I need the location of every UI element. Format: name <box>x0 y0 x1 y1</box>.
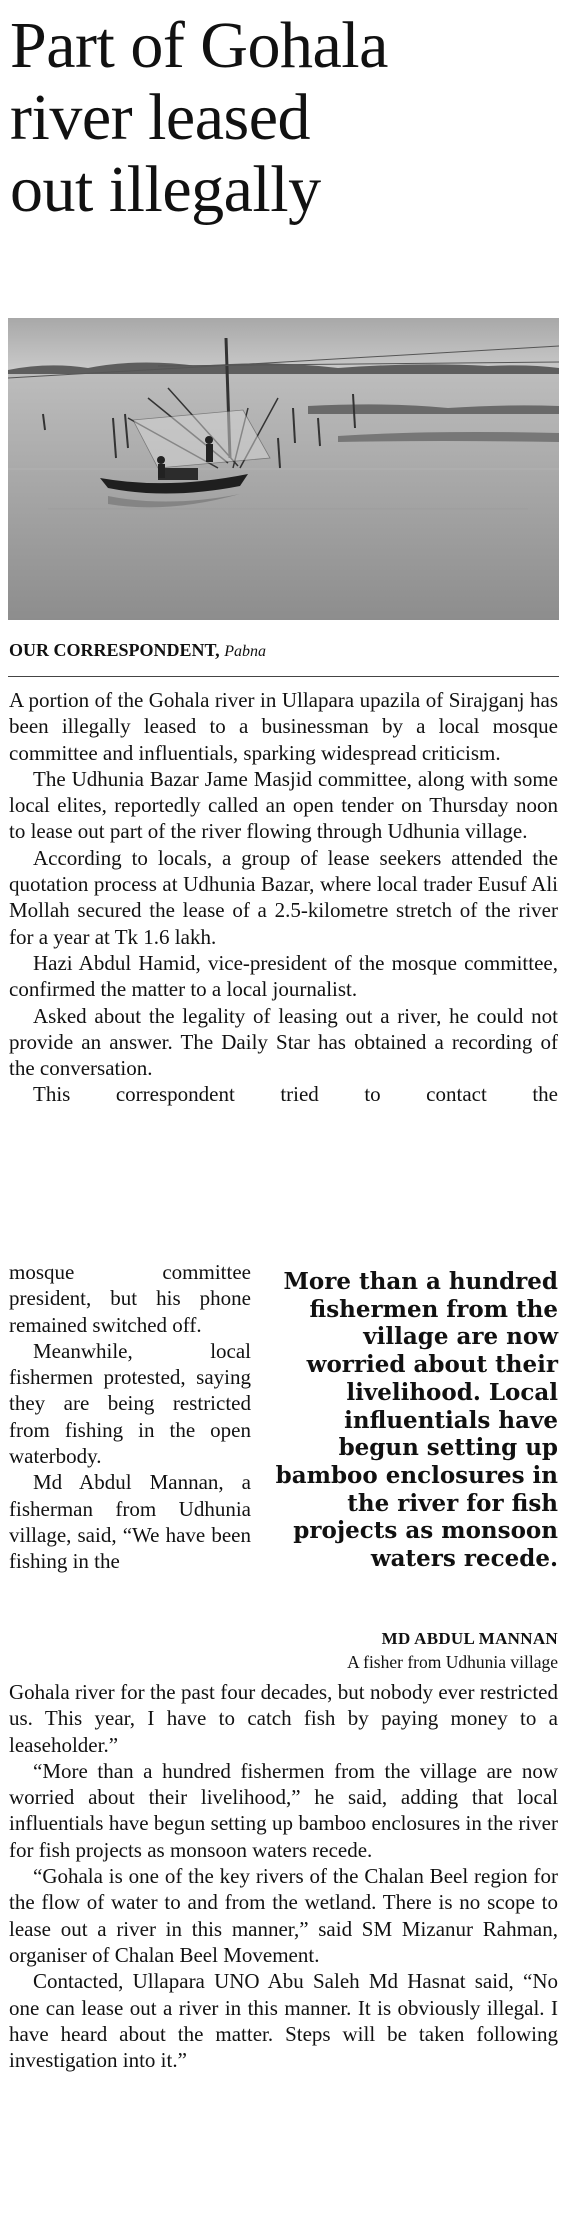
photo-drawing <box>8 318 559 620</box>
article-paragraph-continuation: mosque committee president, but his phone remained switched off. <box>9 1260 251 1337</box>
article-paragraph: Hazi Abdul Hamid, vice-president of the mosque committee, confirmed the matter to a local journalist. <box>9 950 558 1002</box>
byline-divider <box>8 676 559 677</box>
article-body-left <box>9 1259 251 1575</box>
headline-line-3: out illegally <box>10 153 321 226</box>
article-paragraph: A portion of the Gohala river in Ullapara upazila of Sirajganj has been illegally leased to a businessman by a local mosque committee and influentials, sparking widespread criticism. <box>9 688 558 765</box>
article-paragraph: Asked about the legality of leasing out a river, he could not provide an answer. The Daily Star has obtained a recording of the conversation. <box>9 1003 558 1081</box>
byline-location: Pabna <box>224 643 266 660</box>
article-body-top <box>9 687 558 1108</box>
article-paragraph: Meanwhile, local fishermen protested, saying they are being restricted from fishing in the open waterbody. <box>9 1338 251 1469</box>
article-paragraph-continuation: Gohala river for the past four decades, but nobody ever restricted us. This year, I have to catch fish by paying money to a leaseholder.” <box>9 1680 558 1757</box>
pull-quote-attribution-desc: A fisher from Udhunia village <box>347 1652 558 1672</box>
pull-quote-attribution-name: MD ABDUL MANNAN <box>381 1629 558 1648</box>
article-paragraph: “Gohala is one of the key rivers of the Chalan Beel region for the flow of water to and from the wetland. There is no scope to lease out a river in this manner,” said SM Mizanur Rahman, organiser of Chalan Beel Movement. <box>9 1864 558 1967</box>
article-paragraph: Md Abdul Mannan, a fisherman from Udhunia village, said, “We have been fishing in the <box>9 1470 251 1574</box>
article-paragraph: According to locals, a group of lease seekers attended the quotation process at Udhunia Bazar, where local trader Eusuf Ali Mollah secured the lease of a 2.5-kilometre stretch of the river for a year at Tk 1.6 lakh. <box>9 845 558 949</box>
article-paragraph: This correspondent tried to contact the <box>33 1082 558 1107</box>
pull-quote: More than a hundred fishermen from the village are now worried about their livelihood. Local influentials have begun setting up bamboo enclosures in the river for fish projects as monsoon waters recede. <box>275 1268 558 1573</box>
river-fishing-boat-photo <box>8 318 559 620</box>
headline-line-1: Part of Gohala <box>10 9 388 82</box>
article-paragraph: The Udhunia Bazar Jame Masjid committee, along with some local elites, reportedly called an open tender on Thursday noon to lease out part of the river flowing through Udhunia village. <box>9 766 558 844</box>
article-paragraph: “More than a hundred fishermen from the village are now worried about their livelihood,” he said, adding that local influentials have begun setting up bamboo enclosures in the river for fish projects as monsoon waters recede. <box>9 1758 558 1862</box>
headline-line-2: river leased <box>10 81 310 154</box>
article-body-bottom <box>9 1679 558 2073</box>
headline <box>10 10 560 226</box>
article-paragraph: Contacted, Ullapara UNO Abu Saleh Md Hasnat said, “No one can lease out a river in this manner. It is obviously illegal. I have heard about the matter. Steps will be taken following investigation into it.” <box>9 1969 558 2073</box>
byline-name: OUR CORRESPONDENT, <box>9 640 220 660</box>
byline <box>9 640 559 661</box>
